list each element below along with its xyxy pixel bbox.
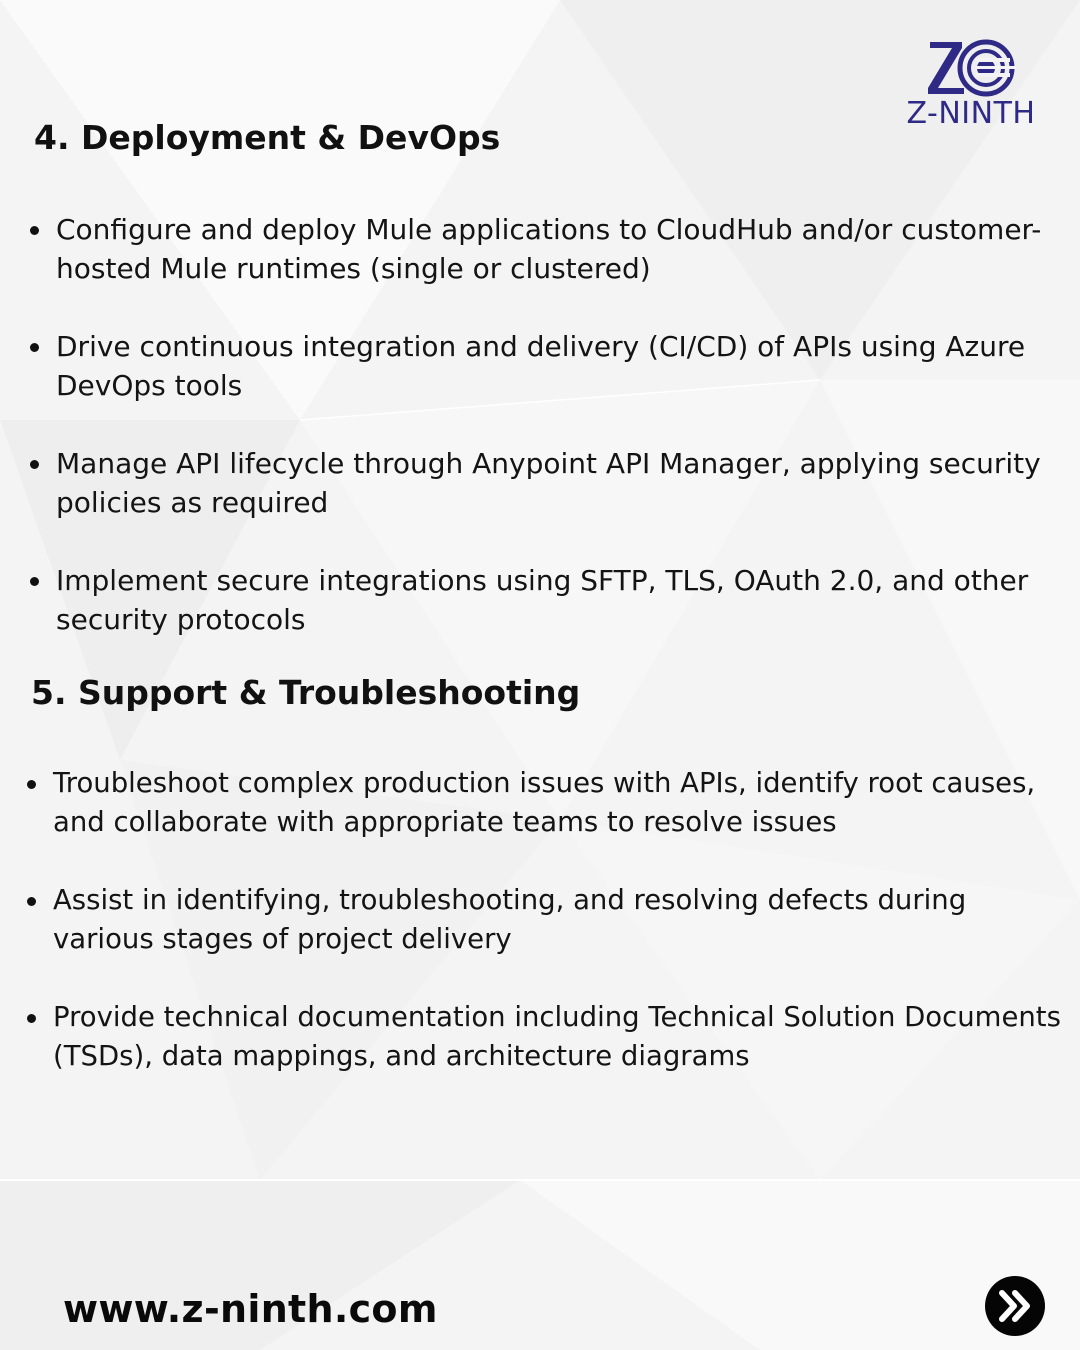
double-chevron-right-icon — [985, 1276, 1045, 1336]
list-item — [23, 764, 1073, 842]
z-ninth-logo-mark-icon — [898, 34, 1044, 100]
list-item-text: Manage API lifecycle through Anypoint API Manager, applying security policies as required — [56, 447, 1041, 519]
bullet-icon — [27, 780, 36, 789]
next-page-button[interactable] — [985, 1276, 1045, 1336]
deployment-devops-list — [26, 210, 1066, 678]
list-item — [26, 561, 1066, 639]
list-item-text: Configure and deploy Mule applications to CloudHub and/or customer-hosted Mule runtimes (single or clustered) — [56, 213, 1042, 285]
list-item-text: Drive continuous integration and delivery (CI/CD) of APIs using Azure DevOps tools — [56, 330, 1026, 402]
bullet-icon — [27, 897, 36, 906]
bullet-icon — [30, 226, 39, 235]
bullet-icon — [30, 460, 39, 469]
list-item-text: Troubleshoot complex production issues with APIs, identify root causes, and collaborate with appropriate teams to resolve issues — [53, 767, 1036, 838]
list-item — [26, 327, 1066, 405]
bullet-icon — [30, 343, 39, 352]
list-item — [23, 998, 1073, 1076]
list-item-text: Provide technical documentation including Technical Solution Documents (TSDs), data mappings, and architecture diagrams — [53, 1001, 1061, 1072]
section-title-support-troubleshooting: 5. Support & Troubleshooting — [31, 673, 581, 712]
logo-text: Z-NINTH — [906, 96, 1036, 131]
list-item-text: Assist in identifying, troubleshooting, and resolving defects during various stages of project delivery — [53, 884, 967, 955]
bullet-icon — [27, 1014, 36, 1023]
list-item — [23, 881, 1073, 959]
support-troubleshooting-list — [23, 764, 1073, 1115]
bullet-icon — [30, 577, 39, 586]
list-item — [26, 444, 1066, 522]
list-item — [26, 210, 1066, 288]
website-link[interactable]: www.z-ninth.com — [63, 1287, 438, 1331]
brand-logo — [898, 34, 1044, 134]
list-item-text: Implement secure integrations using SFTP, TLS, OAuth 2.0, and other security protocols — [56, 564, 1029, 636]
section-title-deployment-devops: 4. Deployment & DevOps — [34, 118, 501, 157]
